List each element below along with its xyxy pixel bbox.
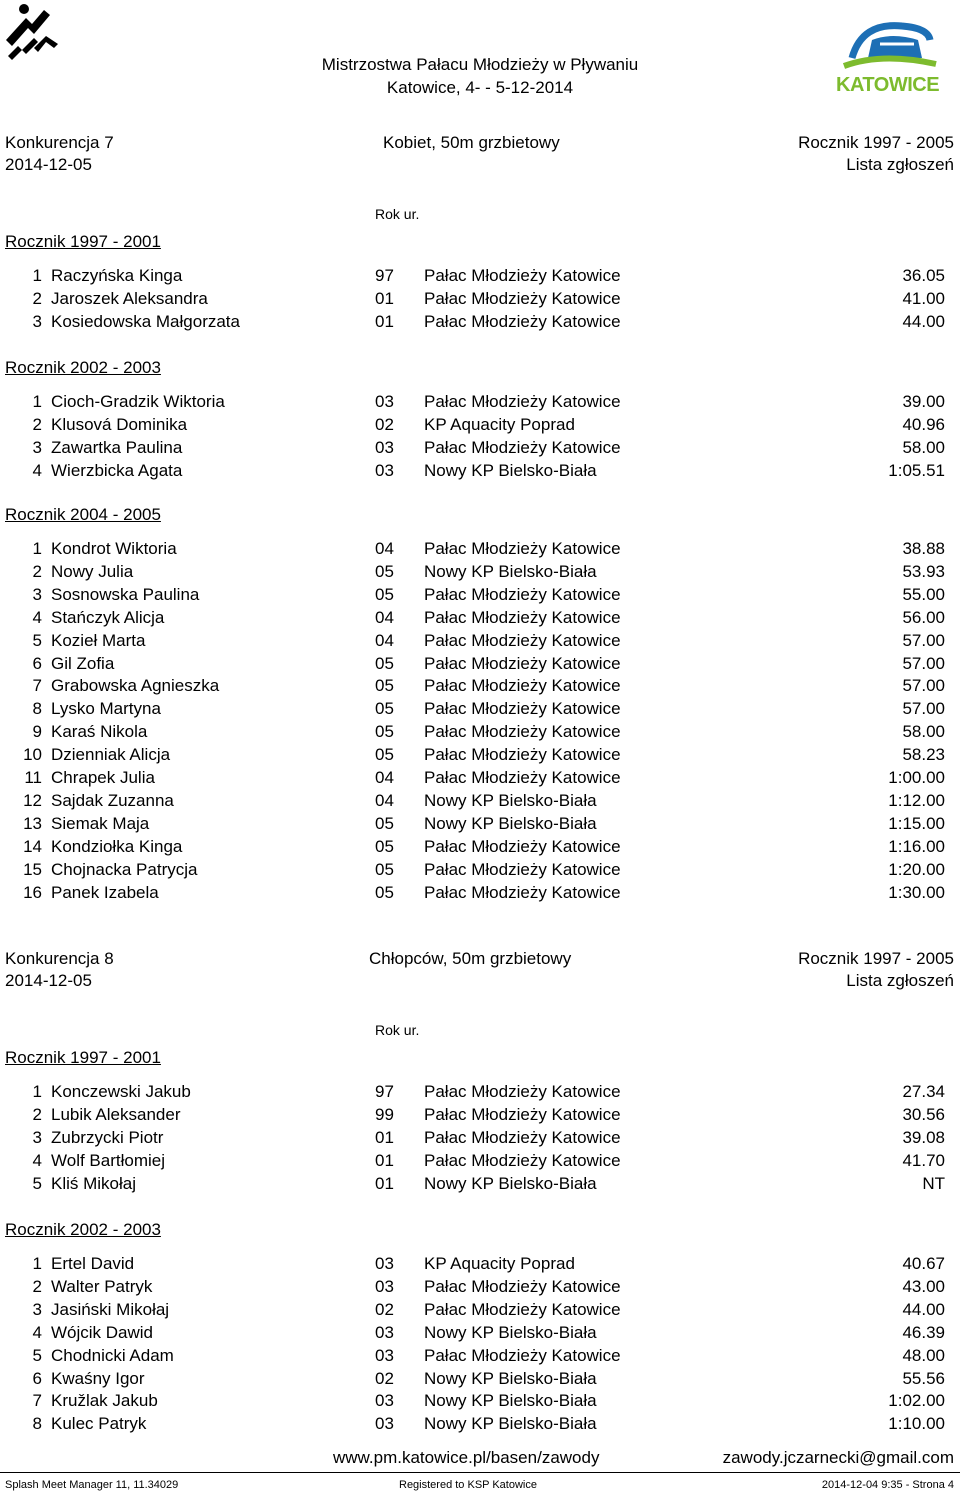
- entry-row: [0, 1323, 960, 1346]
- entry-row: [0, 562, 960, 585]
- birth-year: 05: [375, 836, 394, 856]
- birth-year: 05: [375, 561, 394, 581]
- meet-subtitle: Katowice, 4- - 5-12-2014: [386, 78, 574, 97]
- katowice-logo-icon: [832, 18, 944, 78]
- swimmer-name: Jaroszek Aleksandra: [51, 288, 208, 308]
- entry-position: 7: [32, 676, 42, 696]
- club-name: Pałac Młodzieży Katowice: [424, 676, 621, 696]
- entry-position: 16: [23, 882, 42, 902]
- footer-registered: Registered to KSP Katowice: [399, 1479, 537, 1491]
- entry-time: 56.00: [902, 607, 945, 627]
- swimmer-name: Kliś Mikołaj: [51, 1173, 137, 1193]
- entry-row: [0, 791, 960, 814]
- club-name: Pałac Młodzieży Katowice: [424, 539, 621, 558]
- entry-position: 6: [32, 1368, 42, 1388]
- event-label: Konkurencja 7: [5, 133, 114, 152]
- footer-website-link[interactable]: www.pm.katowice.pl/basen/zawody: [333, 1448, 600, 1467]
- swimmer-name: Cioch-Gradzik Wiktoria: [51, 392, 225, 411]
- swimmer-name: Zawartka Paulina: [51, 437, 183, 457]
- club-name: Pałac Młodzieży Katowice: [424, 1276, 621, 1296]
- swimmer-name: Karaś Nikola: [51, 722, 148, 742]
- birth-year: 01: [375, 288, 394, 308]
- entry-row: [0, 768, 960, 791]
- birth-year: 03: [375, 460, 394, 480]
- entry-row: [0, 699, 960, 722]
- club-name: Pałac Młodzieży Katowice: [424, 288, 621, 308]
- entry-row: [0, 1414, 960, 1437]
- entry-time: 58.00: [902, 437, 945, 457]
- entry-row: [0, 608, 960, 631]
- entry-position: 2: [32, 561, 42, 581]
- swimmer-name: Stańczyk Alicja: [51, 607, 165, 627]
- entry-position: 14: [23, 836, 42, 856]
- entry-row: [0, 1346, 960, 1369]
- birth-year: 03: [375, 1414, 394, 1434]
- birth-year: 05: [375, 584, 394, 604]
- club-name: KP Aquacity Poprad: [424, 414, 575, 434]
- entry-time: 57.00: [902, 676, 945, 696]
- swimmer-name: Kwaśny Igor: [51, 1368, 145, 1388]
- entry-time: 40.96: [902, 414, 945, 434]
- entry-time: 1:12.00: [888, 790, 945, 810]
- entry-time: 1:20.00: [888, 859, 945, 879]
- club-name: Pałac Młodzieży Katowice: [424, 699, 621, 719]
- entry-position: 5: [32, 1173, 42, 1193]
- birth-year: 01: [375, 1173, 394, 1193]
- swimmer-name: Sajdak Zuzanna: [51, 790, 174, 810]
- entry-row: [0, 1105, 960, 1128]
- club-name: Nowy KP Bielsko-Biała: [424, 813, 597, 833]
- entry-position: 5: [32, 630, 42, 650]
- club-name: Pałac Młodzieży Katowice: [424, 722, 621, 742]
- swimmer-name: Nowy Julia: [51, 561, 134, 581]
- entry-row: [0, 1128, 960, 1151]
- entry-time: 1:02.00: [888, 1391, 945, 1411]
- event-date: 2014-12-05: [5, 155, 92, 174]
- birth-year: 05: [375, 859, 394, 879]
- entry-time: 55.56: [902, 1368, 945, 1388]
- birth-year: 05: [375, 699, 394, 719]
- swimmer-name: Ertel David: [51, 1254, 135, 1273]
- entry-row: [0, 312, 960, 335]
- entry-row: [0, 1254, 960, 1277]
- entry-row: [0, 1174, 960, 1197]
- entry-time: 1:00.00: [888, 768, 945, 787]
- entry-time: 57.00: [902, 653, 945, 673]
- swimmer-name: Lysko Martyna: [51, 699, 161, 719]
- birth-year: 97: [375, 1082, 394, 1101]
- swimmer-name: Siemak Maja: [51, 813, 150, 833]
- entry-position: 9: [32, 722, 42, 742]
- entry-time: 44.00: [902, 1299, 945, 1319]
- birth-year: 04: [375, 630, 394, 650]
- meet-title: Mistrzostwa Pałacu Młodzieży w Pływaniu: [321, 55, 639, 74]
- swimmer-name: Raczyńska Kinga: [51, 266, 183, 285]
- entry-position: 3: [32, 437, 42, 457]
- birth-year: 03: [375, 1254, 394, 1273]
- club-name: Pałac Młodzieży Katowice: [424, 266, 621, 285]
- entry-time: 53.93: [902, 561, 945, 581]
- event-age-range: Rocznik 1997 - 2005: [798, 133, 954, 152]
- entry-position: 6: [32, 653, 42, 673]
- entry-row: [0, 415, 960, 438]
- yob-column-header: Rok ur.: [375, 1022, 420, 1038]
- club-name: Pałac Młodzieży Katowice: [424, 653, 621, 673]
- club-name: Nowy KP Bielsko-Biała: [424, 1173, 597, 1193]
- birth-year: 05: [375, 722, 394, 742]
- birth-year: 03: [375, 392, 394, 411]
- swimmer-name: Kružlak Jakub: [51, 1391, 158, 1411]
- swimmer-name: Zubrzycki Piotr: [51, 1127, 164, 1147]
- entry-position: 2: [32, 1276, 42, 1296]
- entry-position: 1: [32, 266, 42, 285]
- entry-position: 1: [32, 1082, 42, 1101]
- footer-software: Splash Meet Manager 11, 11.34029: [5, 1479, 179, 1491]
- birth-year: 04: [375, 539, 394, 558]
- entry-row: [0, 1391, 960, 1414]
- entry-row: [0, 1369, 960, 1392]
- club-name: Pałac Młodzieży Katowice: [424, 745, 621, 765]
- swimmer-name: Chojnacka Patrycja: [51, 859, 198, 879]
- club-name: Nowy KP Bielsko-Biała: [424, 1391, 597, 1411]
- club-name: Pałac Młodzieży Katowice: [424, 1150, 621, 1170]
- birth-year: 04: [375, 790, 394, 810]
- entry-row: [0, 745, 960, 768]
- entry-position: 4: [32, 1150, 42, 1170]
- swimmer-name: Dzienniak Alicja: [51, 745, 171, 765]
- club-name: Nowy KP Bielsko-Biała: [424, 790, 597, 810]
- entry-row: [0, 883, 960, 906]
- entry-row: [0, 1300, 960, 1323]
- katowice-logo: [832, 18, 944, 98]
- swimmer-name: Lubik Aleksander: [51, 1104, 181, 1124]
- entry-position: 1: [32, 1254, 42, 1273]
- swimmer-name: Chrapek Julia: [51, 768, 155, 787]
- swimmer-name: Kondrot Wiktoria: [51, 539, 177, 558]
- event-name: Chłopców, 50m grzbietowy: [369, 949, 572, 968]
- birth-year: 02: [375, 1368, 394, 1388]
- birth-year: 05: [375, 745, 394, 765]
- birth-year: 05: [375, 813, 394, 833]
- entry-position: 11: [24, 768, 42, 787]
- birth-year: 02: [375, 414, 394, 434]
- club-name: Pałac Młodzieży Katowice: [424, 768, 621, 787]
- swimmer-logo-icon: [4, 0, 60, 60]
- entry-position: 3: [32, 311, 42, 331]
- club-name: Pałac Młodzieży Katowice: [424, 1082, 621, 1101]
- entry-time: 58.00: [902, 722, 945, 742]
- entry-position: 7: [32, 1391, 42, 1411]
- age-group-heading: Rocznik 1997 - 2001: [5, 232, 161, 251]
- entry-position: 3: [32, 1127, 42, 1147]
- entry-row: [0, 860, 960, 883]
- yob-column-header: Rok ur.: [375, 206, 420, 222]
- club-name: Pałac Młodzieży Katowice: [424, 1299, 621, 1319]
- entry-time: 1:05.51: [888, 460, 945, 480]
- entry-position: 4: [32, 460, 42, 480]
- entry-position: 2: [32, 288, 42, 308]
- entry-time: 57.00: [902, 630, 945, 650]
- entry-time: 44.00: [902, 311, 945, 331]
- entry-row: [0, 676, 960, 699]
- swimmer-name: Wolf Bartłomiej: [51, 1150, 165, 1170]
- swimmer-name: Wójcik Dawid: [51, 1322, 154, 1342]
- birth-year: 04: [375, 607, 394, 627]
- entry-row: [0, 654, 960, 677]
- entry-position: 1: [32, 392, 42, 411]
- entry-row: [0, 438, 960, 461]
- age-group-heading: Rocznik 2002 - 2003: [5, 1220, 161, 1239]
- birth-year: 04: [375, 768, 394, 787]
- swimmer-name: Wierzbicka Agata: [51, 460, 183, 480]
- entry-row: [0, 539, 960, 562]
- swimmer-name: Grabowska Agnieszka: [51, 676, 220, 696]
- swimmer-name: Konczewski Jakub: [51, 1082, 191, 1101]
- entry-position: 4: [32, 607, 42, 627]
- club-name: Pałac Młodzieży Katowice: [424, 607, 621, 627]
- entry-row: [0, 461, 960, 484]
- club-name: Pałac Młodzieży Katowice: [424, 882, 621, 902]
- entry-time: 39.00: [902, 392, 945, 411]
- entry-position: 2: [32, 1104, 42, 1124]
- birth-year: 99: [375, 1104, 394, 1124]
- club-name: Pałac Młodzieży Katowice: [424, 630, 621, 650]
- club-name: Nowy KP Bielsko-Biała: [424, 1414, 597, 1434]
- entry-position: 3: [32, 584, 42, 604]
- entry-position: 10: [23, 745, 42, 765]
- swimmer-name: Kondziołka Kinga: [51, 836, 183, 856]
- entry-row: [0, 585, 960, 608]
- entry-row: [0, 631, 960, 654]
- entry-position: 5: [32, 1345, 42, 1365]
- entry-position: 12: [23, 790, 42, 810]
- footer-divider: [0, 1472, 960, 1473]
- entry-row: [0, 814, 960, 837]
- club-name: Pałac Młodzieży Katowice: [424, 437, 621, 457]
- entry-time: 57.00: [902, 699, 945, 719]
- birth-year: 02: [375, 1299, 394, 1319]
- entry-position: 3: [32, 1299, 42, 1319]
- club-name: Pałac Młodzieży Katowice: [424, 584, 621, 604]
- entry-time: 1:15.00: [888, 813, 945, 833]
- event-name: Kobiet, 50m grzbietowy: [383, 133, 560, 152]
- entry-time: 58.23: [902, 745, 945, 765]
- club-name: Nowy KP Bielsko-Biała: [424, 1368, 597, 1388]
- swimmer-name: Kulec Patryk: [51, 1414, 147, 1434]
- entry-position: 15: [23, 859, 42, 879]
- birth-year: 05: [375, 653, 394, 673]
- entry-position: 8: [32, 1414, 42, 1434]
- swimmer-name: Chodnicki Adam: [51, 1345, 174, 1365]
- entry-time: 55.00: [902, 584, 945, 604]
- birth-year: 01: [375, 1127, 394, 1147]
- club-name: Pałac Młodzieży Katowice: [424, 836, 621, 856]
- club-name: KP Aquacity Poprad: [424, 1254, 575, 1273]
- entry-row: [0, 1277, 960, 1300]
- swimmer-name: Panek Izabela: [51, 882, 159, 902]
- event-list-type: Lista zgłoszeń: [846, 971, 954, 990]
- footer-email-link[interactable]: zawody.jczarnecki@gmail.com: [722, 1448, 954, 1467]
- age-group-heading: Rocznik 1997 - 2001: [5, 1048, 161, 1067]
- entry-time: 30.56: [902, 1104, 945, 1124]
- club-name: Pałac Młodzieży Katowice: [424, 1127, 621, 1147]
- swimmer-name: Jasiński Mikołaj: [51, 1299, 170, 1319]
- entry-row: [0, 1082, 960, 1105]
- entry-row: [0, 392, 960, 415]
- entry-row: [0, 722, 960, 745]
- entry-time: 40.67: [902, 1254, 945, 1273]
- entry-time: 41.00: [902, 288, 945, 308]
- swimmer-name: Walter Patryk: [51, 1276, 153, 1296]
- club-name: Pałac Młodzieży Katowice: [424, 859, 621, 879]
- footer-page-info: 2014-12-04 9:35 - Strona 4: [821, 1479, 954, 1491]
- club-name: Pałac Młodzieży Katowice: [424, 392, 621, 411]
- club-name: Nowy KP Bielsko-Biała: [424, 1322, 597, 1342]
- katowice-logo-text: KATOWICE: [836, 74, 940, 96]
- swimmer-name: Kozieł Marta: [51, 630, 146, 650]
- entry-time: 1:30.00: [888, 882, 945, 902]
- age-group-heading: Rocznik 2004 - 2005: [5, 505, 161, 524]
- entry-time: 1:16.00: [888, 836, 945, 856]
- entry-time: 27.34: [902, 1082, 945, 1101]
- entry-time: 38.88: [902, 539, 945, 558]
- birth-year: 03: [375, 1322, 394, 1342]
- age-group-heading: Rocznik 2002 - 2003: [5, 358, 161, 377]
- entry-row: [0, 266, 960, 289]
- entry-time: 39.08: [902, 1127, 945, 1147]
- club-name: Pałac Młodzieży Katowice: [424, 1104, 621, 1124]
- birth-year: 03: [375, 1345, 394, 1365]
- entry-position: 1: [32, 539, 42, 558]
- entry-time: 36.05: [902, 266, 945, 285]
- birth-year: 05: [375, 882, 394, 902]
- event-label: Konkurencja 8: [5, 949, 114, 968]
- swimmer-name: Kosiedowska Małgorzata: [51, 311, 240, 331]
- club-name: Nowy KP Bielsko-Biała: [424, 561, 597, 581]
- birth-year: 05: [375, 676, 394, 696]
- swimmer-name: Sosnowska Paulina: [51, 584, 200, 604]
- entry-time: 48.00: [902, 1345, 945, 1365]
- entry-time: NT: [922, 1173, 945, 1193]
- entry-time: 43.00: [902, 1276, 945, 1296]
- birth-year: 03: [375, 437, 394, 457]
- entry-time: 41.70: [902, 1150, 945, 1170]
- event-list-type: Lista zgłoszeń: [846, 155, 954, 174]
- entry-position: 4: [32, 1322, 42, 1342]
- entry-row: [0, 837, 960, 860]
- club-name: Nowy KP Bielsko-Biała: [424, 460, 597, 480]
- entry-row: [0, 289, 960, 312]
- event-date: 2014-12-05: [5, 971, 92, 990]
- birth-year: 03: [375, 1391, 394, 1411]
- entry-time: 1:10.00: [888, 1414, 945, 1434]
- club-name: Pałac Młodzieży Katowice: [424, 1345, 621, 1365]
- birth-year: 01: [375, 311, 394, 331]
- birth-year: 03: [375, 1276, 394, 1296]
- swimmer-name: Gil Zofia: [51, 653, 115, 673]
- entry-position: 13: [23, 813, 42, 833]
- birth-year: 01: [375, 1150, 394, 1170]
- event-age-range: Rocznik 1997 - 2005: [798, 949, 954, 968]
- entry-position: 8: [32, 699, 42, 719]
- swimmer-name: Klusová Dominika: [51, 414, 188, 434]
- birth-year: 97: [375, 266, 394, 285]
- entry-row: [0, 1151, 960, 1174]
- entry-position: 2: [32, 414, 42, 434]
- entry-time: 46.39: [902, 1322, 945, 1342]
- club-name: Pałac Młodzieży Katowice: [424, 311, 621, 331]
